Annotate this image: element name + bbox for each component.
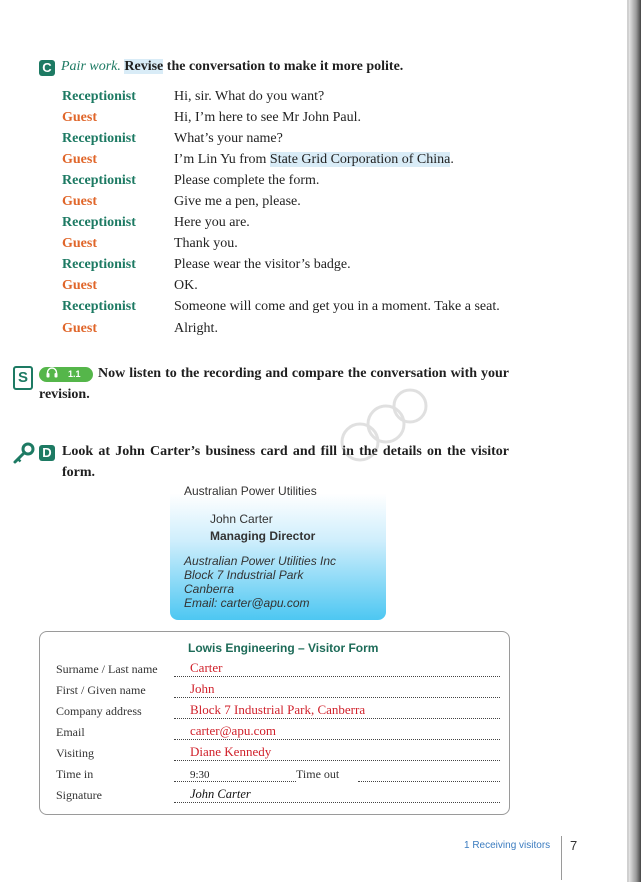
speaker-label: Receptionist	[62, 172, 136, 188]
card-address	[184, 554, 336, 610]
speaker-label: Guest	[62, 278, 97, 294]
highlighted-company: State Grid Corporation of China	[269, 151, 451, 167]
revise-word: Revise	[124, 59, 164, 74]
company-address-value: Block 7 Industrial Park, Canberra	[190, 702, 366, 717]
surname-field[interactable]	[174, 658, 500, 677]
footer-unit: 1 Receiving visitors	[464, 840, 551, 851]
utterance: Please wear the visitor’s badge.	[174, 257, 351, 273]
conversation-line	[62, 255, 500, 276]
conversation-line	[62, 107, 500, 128]
conversation-line	[62, 213, 500, 234]
card-title: Managing Director	[210, 529, 316, 543]
key-icon	[12, 441, 36, 465]
email-label: Email	[56, 725, 85, 739]
surname-row	[56, 659, 500, 677]
speaker-label: Receptionist	[62, 88, 136, 104]
audio-track-number: 1.1	[68, 369, 81, 379]
speaker-label: Receptionist	[62, 215, 136, 231]
time-in-label: Time in	[56, 767, 94, 781]
utterance: Someone will come and get you in a moment. Take a seat.	[174, 299, 500, 315]
first-name-field[interactable]	[174, 679, 500, 698]
email-row	[56, 722, 500, 740]
card-company: Australian Power Utilities	[184, 484, 317, 498]
utterance: Hi, I’m here to see Mr John Paul.	[174, 109, 362, 125]
conversation-line	[62, 297, 500, 318]
speaker-label: Guest	[62, 151, 97, 167]
footer-divider	[561, 836, 562, 880]
section-c-instruction: the conversation to make it more polite.	[163, 59, 404, 74]
card-name: John Carter	[210, 512, 273, 526]
utterance-end: .	[450, 151, 454, 167]
visiting-row	[56, 743, 500, 761]
company-address-row	[56, 701, 500, 719]
audio-track-button[interactable]	[39, 367, 93, 382]
utterance: Hi, sir. What do you want?	[174, 88, 325, 104]
utterance	[174, 152, 454, 168]
conversation-line	[62, 318, 500, 339]
time-in-value: 9:30	[190, 769, 210, 781]
utterance: Please complete the form.	[174, 172, 320, 188]
conversation-line	[62, 128, 500, 149]
speaker-label: Receptionist	[62, 299, 136, 315]
company-address-label: Company address	[56, 704, 142, 718]
section-c-badge: C	[39, 60, 55, 76]
surname-value: Carter	[190, 660, 223, 675]
s-icon: S	[13, 366, 33, 390]
surname-label: Surname / Last name	[56, 662, 158, 676]
first-name-value: John	[190, 681, 215, 696]
visitor-form	[39, 631, 510, 815]
form-title: Lowis Engineering – Visitor Form	[188, 641, 379, 655]
visiting-value: Diane Kennedy	[190, 744, 272, 759]
business-card	[170, 476, 386, 620]
conversation-line	[62, 276, 500, 297]
signature-label: Signature	[56, 788, 102, 802]
listen-instruction: Now listen to the recording and compare the conversation with your revision.	[39, 366, 509, 402]
conversation-line	[62, 234, 500, 255]
section-c-heading	[39, 59, 403, 76]
speaker-label: Guest	[62, 194, 97, 210]
utterance: What’s your name?	[174, 130, 283, 146]
watermark-stamp	[338, 388, 430, 470]
section-d-instruction: Look at John Carter’s business card and fill in the details on the visitor form.	[62, 444, 509, 480]
time-row	[56, 764, 500, 782]
card-address-line: Block 7 Industrial Park	[184, 568, 304, 582]
book-spine	[629, 0, 641, 882]
conversation-line	[62, 86, 500, 107]
utterance: Alright.	[174, 320, 218, 336]
headphones-icon	[46, 367, 58, 382]
time-out-field[interactable]	[358, 763, 500, 782]
first-name-label: First / Given name	[56, 683, 146, 697]
utterance-start: I’m Lin Yu from	[174, 151, 270, 167]
card-address-line: Australian Power Utilities Inc	[184, 554, 337, 568]
card-address-line: Canberra	[184, 582, 235, 596]
speaker-label: Guest	[62, 109, 97, 125]
conversation	[62, 86, 500, 339]
email-value: carter@apu.com	[190, 723, 276, 738]
conversation-line	[62, 170, 500, 191]
utterance: Give me a pen, please.	[174, 194, 301, 210]
utterance: OK.	[174, 278, 198, 294]
utterance: Here you are.	[174, 215, 250, 231]
signature-value: John Carter	[190, 787, 251, 801]
page-number: 7	[570, 838, 578, 853]
section-d-badge	[39, 444, 55, 462]
first-name-row	[56, 680, 500, 698]
speaker-label: Guest	[62, 320, 97, 336]
conversation-line	[62, 191, 500, 212]
speaker-label: Receptionist	[62, 130, 136, 146]
utterance: Thank you.	[174, 236, 238, 252]
speaker-label: Receptionist	[62, 257, 136, 273]
section-d-letter: D	[39, 445, 55, 461]
pair-work-label: Pair work.	[61, 59, 121, 74]
time-out-label: Time out	[296, 767, 340, 781]
conversation-line	[62, 149, 500, 170]
card-email: Email: carter@apu.com	[184, 596, 310, 610]
signature-row	[56, 785, 500, 803]
speaker-label: Guest	[62, 236, 97, 252]
visiting-label: Visiting	[56, 746, 94, 760]
